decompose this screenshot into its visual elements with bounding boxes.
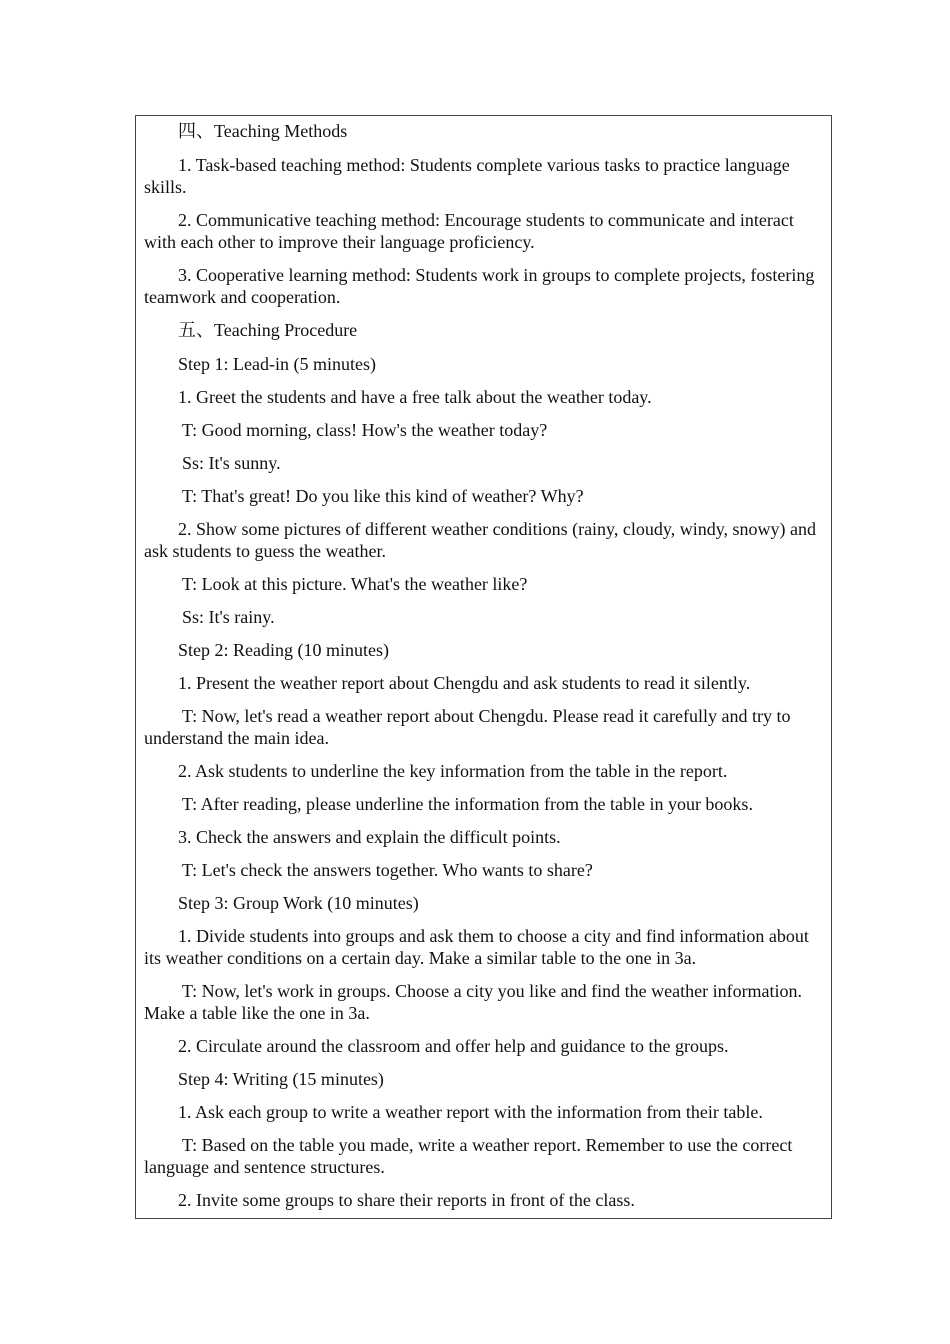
step-2-item: 1. Present the weather report about Chengdu and ask students to read it silently. — [178, 673, 751, 693]
step-1-item: 2. Show some pictures of different weather conditions (rainy, cloudy, windy, snowy) and ask students to guess the weather. — [144, 519, 817, 561]
table-cell — [135, 115, 832, 1219]
step-3-title: Step 3: Group Work (10 minutes) — [178, 893, 419, 913]
step-4-item: 1. Ask each group to write a weather report with the information from their table. — [178, 1102, 763, 1122]
step-2-dialog: T: Let's check the answers together. Who wants to share? — [182, 860, 593, 880]
method-task-based: 1. Task-based teaching method: Students complete various tasks to practice language skills. — [144, 155, 790, 197]
section-heading-teaching-procedure: 五、Teaching Procedure — [178, 320, 358, 340]
step-3-item: 1. Divide students into groups and ask them to choose a city and find information about its weather conditions on a certain day. Make a similar table to the one in 3a. — [144, 926, 809, 968]
method-cooperative: 3. Cooperative learning method: Students work in groups to complete projects, fostering teamwork and cooperation. — [144, 265, 815, 307]
step-4-title: Step 4: Writing (15 minutes) — [178, 1069, 384, 1089]
step-4-item: 2. Invite some groups to share their reports in front of the class. — [178, 1190, 635, 1210]
step-4-dialog: T: Based on the table you made, write a weather report. Remember to use the correct language and sentence structures. — [144, 1135, 793, 1177]
step-1-dialog: T: Good morning, class! How's the weather today? — [182, 420, 548, 440]
method-communicative: 2. Communicative teaching method: Encourage students to communicate and interact with each other to improve their language proficiency. — [144, 210, 794, 252]
step-2-dialog: T: After reading, please underline the information from the table in your books. — [182, 794, 753, 814]
section-heading-teaching-methods: 四、Teaching Methods — [178, 121, 348, 141]
step-1-dialog: T: That's great! Do you like this kind of weather? Why? — [182, 486, 584, 506]
step-2-item: 2. Ask students to underline the key information from the table in the report. — [178, 761, 728, 781]
step-3-item: 2. Circulate around the classroom and offer help and guidance to the groups. — [178, 1036, 729, 1056]
step-2-item: 3. Check the answers and explain the difficult points. — [178, 827, 561, 847]
step-1-dialog: Ss: It's rainy. — [182, 607, 275, 627]
step-3-dialog: T: Now, let's work in groups. Choose a city you like and find the weather information. Make a table like the one in 3a. — [144, 981, 803, 1023]
step-1-item: 1. Greet the students and have a free talk about the weather today. — [178, 387, 652, 407]
step-1-dialog: Ss: It's sunny. — [182, 453, 281, 473]
step-1-dialog: T: Look at this picture. What's the weather like? — [182, 574, 528, 594]
step-1-title: Step 1: Lead-in (5 minutes) — [178, 354, 376, 374]
step-2-dialog: T: Now, let's read a weather report about Chengdu. Please read it carefully and try to understand the main idea. — [144, 706, 791, 748]
step-2-title: Step 2: Reading (10 minutes) — [178, 640, 389, 660]
